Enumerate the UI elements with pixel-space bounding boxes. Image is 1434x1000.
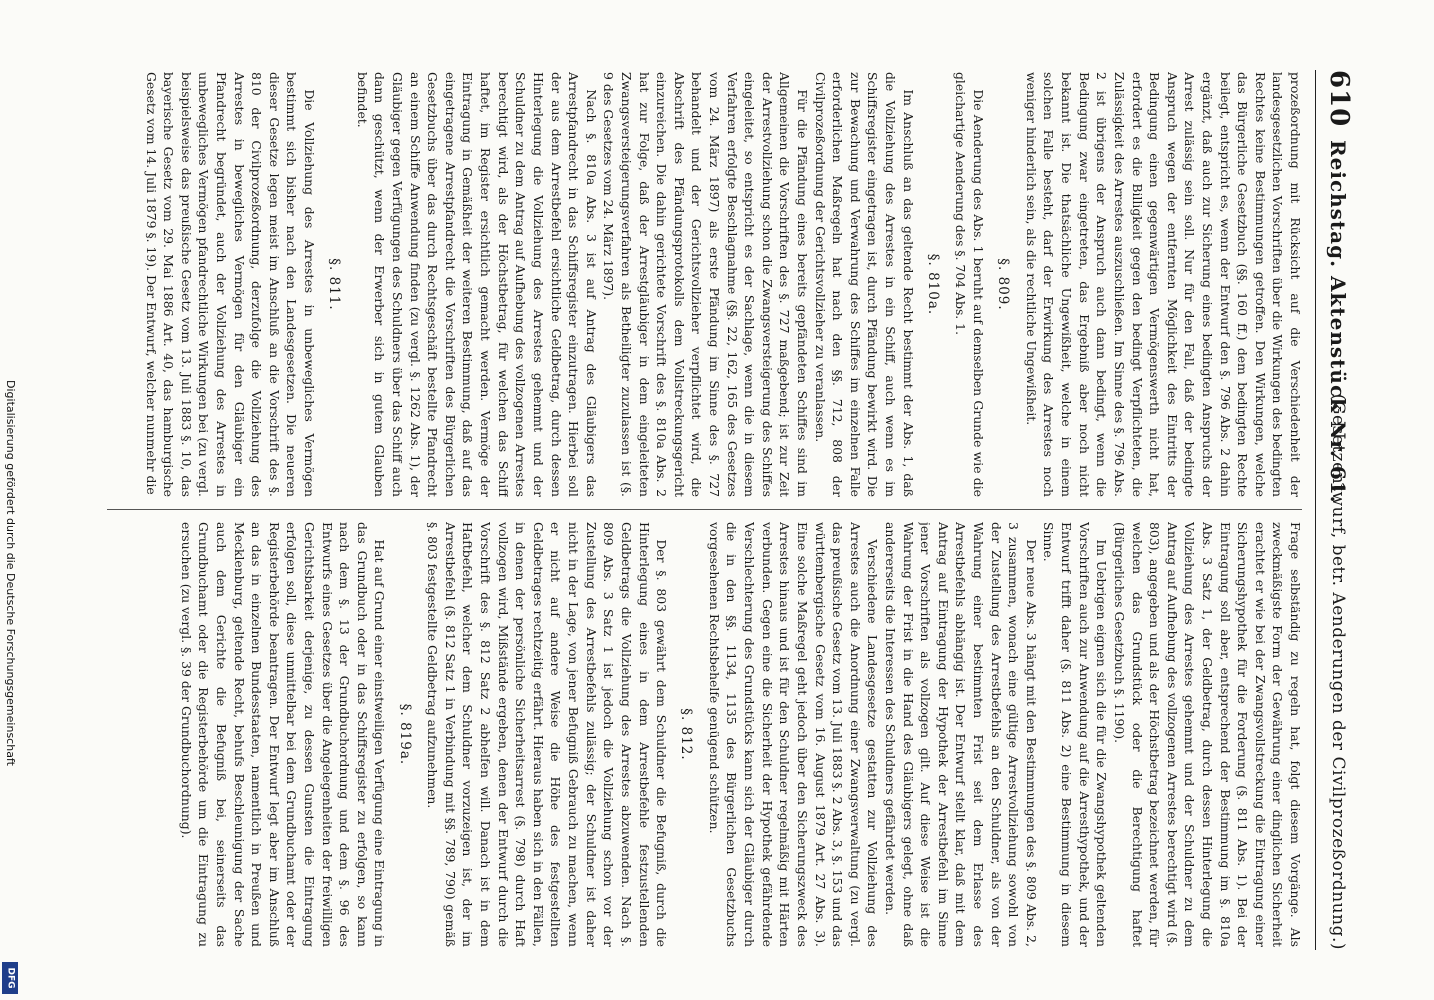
left-column [104, 72, 1304, 497]
paragraph: prozeßordnung mit Rücksicht auf die Verschiedenheit der landesgesetzlichen Vorschriften über die Wirkungen des bedingten Rechtes keine Bestimmungen getroffen. Den Wirkungen, welche das Bürgerliche Gesetzbuch (§§. 160 ff.) dem bedingten Rechte beilegt, entspricht es, wenn der Entwurf den §. 796 Abs. 2 dahin ergänzt, daß auch zur Sicherung eines bedingten Anspruchs der Arrest zulässig sein soll. Nur für den Fall, daß der bedingte Anspruch wegen der entfernten Möglichkeit des Eintritts der Bedingung einen gegenwärtigen Vermögenswerth nicht hat, erfordert es die Billigkeit gegen den bedingt Verpflichteten, die Zulässigkeit des Arrestes auszuschließen. Im Sinne des §. 796 Abs. 2 ist übrigens der Anspruch auch dann bedingt, wenn die Bedingung zwar eingetreten, das Ergebniß aber noch nicht bekannt ist. Die thatsächliche Ungewißheit, welche in einem solchen Falle besteht, darf der Erwirkung des Arrestes noch weniger hinderlich sein, als die rechtliche Ungewißheit. [1023, 72, 1303, 497]
page-number: 610 [1324, 70, 1354, 128]
section-heading: §. 809. [995, 258, 1012, 311]
paragraph: Verschiedene Landesgesetze gestatten zur Vollziehung des Arrestes auch die Anordnung einer Zwangsverwaltung (zu vergl. das preußische Gesetz vom 13. Juli 1883 §. 2 Abs. 3, §. 153 und das württembergische Gesetz vom 16. August 1879 Art. 27 Abs. 3). Eine solche Maßregel geht jedoch über den Sicherungszweck des Arrestes hinaus und ist für den Schuldner regelmäßig mit Härten verbunden. Gegen eine die Sicherheit der Hypothek gefährdende Verschlechterung des Grundstücks kann sich der Gläubiger durch die in den §§. 1134, 1135 des Bürgerlichen Gesetzbuchs vorgesehenen Rechtsbehelfe genügend schützen. [706, 522, 881, 947]
dfg-logo-text: DFG [5, 967, 16, 989]
paragraph: Im Anschluß an das geltende Recht bestimmt der Abs. 1, daß die Vollziehung des Arrestes in ein Schiff, auch wenn es im Schiffsregister eingetragen ist, durch Pfändung bewirkt wird. Die zur Bewachung und Verwahrung des Schiffes im einzelnen Falle erforderlichen Maßregeln hat nach den §§. 712, 808 der Civilprozeßordnung der Gerichtsvollzieher zu veranlassen. [812, 72, 916, 497]
section-heading: §. 819a. [396, 703, 413, 766]
digitization-credit [1, 380, 21, 1000]
column-divider [107, 509, 1302, 510]
paragraph: Die Aenderung des Abs. 1 beruht auf demselben Grunde wie die gleichartige Aenderung des §. 704 Abs. 1. [953, 72, 987, 497]
dfg-logo [2, 962, 18, 994]
section-heading: §. 812. [678, 708, 695, 761]
section-heading: §. 810a. [924, 253, 941, 316]
running-head: Reichstag. Aktenstück Nr. 61. [1326, 140, 1350, 504]
page-header [1315, 70, 1356, 950]
running-subtitle: (Gesetzentwurf, betr. Aenderungen der Civilprozeßordnung.) [1328, 393, 1348, 950]
section-heading: §. 811. [326, 258, 343, 311]
right-column [104, 522, 1304, 947]
paragraph: Der §. 803 gewährt dem Schuldner die Befugniß, durch die Hinterlegung eines in dem Arrestbefehle festzustellenden Geldbetrags die Vollziehung des Arrestes abzuwenden. Nach §. 809 Abs. 3 Satz 1 ist jedoch die Vollziehung schon vor der Zustellung des Arrestbefehls zulässig; der Schuldner ist daher nicht in der Lage, von jener Befugniß Gebrauch zu machen, wenn er nicht auf andere Weise die Höhe des festgestellten Geldbetrages rechtzeitig erfährt. Hieraus haben sich in den Fällen, in denen der persönliche Sicherheitsarrest (§. 798) durch Haft vollzogen wird, Mißstände ergeben, denen der Entwurf durch die Vorschrift des §. 812 Satz 2 abhelfen will. Danach ist in dem Haftbefehl, welcher dem Schuldner vorzuzeigen ist, der im Arrestbefehl (§. 812 Satz 1 in Verbindung mit §§. 789, 790) gemäß §. 803 festgestellte Geldbetrag aufzunehmen. [425, 522, 670, 947]
paragraph: Frage selbständig zu regeln hat, folgt diesem Vorgänge. Als zweckmäßigste Form der Gewährung einer dinglichen Sicherheit erachtet er wie bei der Zwangsvollstreckung die Eintragung einer Sicherungshypothek für die Forderung (§. 811 Abs. 1). Bei der Eintragung soll aber, entsprechend der Bestimmung im §. 810a Abs. 3 Satz 1, der Geldbetrag, durch dessen Hinterlegung die Vollziehung des Arrestes gehemmt und der Schuldner zu dem Antrag auf Aufhebung des vollzogenen Arrestes berechtigt wird (§. 803), angegeben und als der Höchstbetrag bezeichnet werden, für welchen das Grundstück oder die Berechtigung haftet (Bürgerliches Gesetzbuch §. 1190). [1111, 522, 1303, 947]
paragraph: Nach §. 810a Abs. 3 ist auf Antrag des Gläubigers das Arrestpfandrecht in das Schiffsregister einzutragen. Hierbei soll der aus dem Arrestbefehl ersichtliche Geldbetrag, durch dessen Hinterlegung die Vollziehung des Arrestes gehemmt und der Schuldner zu dem Antrag auf Aufhebung des vollzogenen Arrestes berechtigt wird, als der Höchstbetrag, für welchen das Schiff haftet, im Register ersichtlich gemacht werden. Vermöge der Eintragung in Gemäßheit der weiteren Bestimmung, daß auf das eingetragene Arrestpfandrecht die Vorschriften des Bürgerlichen Gesetzbuchs über das durch Rechtsgeschäft bestellte Pfandrecht an einem Schiffe Anwendung finden (zu vergl. §. 1262 Abs. 1), der Gläubiger gegen Verfügungen des Schuldners über das Schiff auch dann geschützt, wenn der Erwerber sich in gutem Glauben befindet. [354, 72, 599, 497]
paragraph: Der neue Abs. 3 hängt mit den Bestimmungen des §. 809 Abs. 2, 3 zusammen, wonach eine gültige Arrestvollziehung sowohl von der Zustellung des Arrestbefehls an den Schuldner, als von der Wahrung einer bestimmten Frist seit dem Erlasse des Arrestbefehls abhängig ist. Der Entwurf stellt klar, daß mit dem Antrag auf Eintragung der Hypothek der Arrestbefehl im Sinne jener Vorschriften als vollzogen gilt. Auf diese Weise ist die Wahrung der Frist in die Hand des Gläubigers gelegt, ohne daß andererseits die Interessen des Schuldners gefährdet werden. [882, 522, 1039, 947]
paragraph: Im Uebrigen eignen sich die für die Zwangshypothek geltenden Vorschriften auch zur Anwendung auf die Arresthypothek, und der Entwurf trifft daher (§. 811 Abs. 2) eine Bestimmung in diesem Sinne. [1041, 522, 1110, 947]
paragraph: Die Vollziehung des Arrestes in unbewegliches Vermögen bestimmt sich bisher nach den Landesgesetzen. Die neueren dieser Gesetze legen meist im Anschluß an die Vorschrift des §. 810 der Civilprozeßordnung, derzufolge die Vollziehung des Arrestes in bewegliches Vermögen für den Gläubiger ein Pfandrecht begründet, auch der Vollziehung des Arrestes in unbewegliches Vermögen pfandrechtliche Wirkungen bei (zu vergl. beispielsweise das preußische Gesetz vom 13. Juli 1883 §. 10, das bayerische Gesetz vom 29. Mai 1886 Art. 40, das hamburgische Gesetz vom 14. Juli 1879 §. 19). Der Entwurf, welcher nunmehr die [143, 72, 318, 497]
paragraph: Für die Pfändung eines bereits gepfändeten Schiffes sind im Allgemeinen die Vorschriften des §. 727 maßgebend; ist zur Zeit der Arrestvollziehung schon die Zwangsversteigerung des Schiffes eingeleitet, so entspricht es der Sachlage, wenn die in diesem Verfahren erfolgte Beschlagnahme (§§. 22, 162, 165 des Gesetzes vom 24. März 1897) als erste Pfändung im Sinne des §. 727 behandelt und der Gerichtsvollzieher verpflichtet wird, die Abschrift des Pfändungsprotokolls dem Vollstreckungsgericht einzureichen. Die dahin gerichtete Vorschrift des §. 810a Abs. 2 hat zur Folge, daß der Arrestgläubiger in dem eingeleiteten Zwangsversteigerungsverfahren als Betheiligter zuzulassen ist (§. 9 des Gesetzes vom 24. März 1897). [601, 72, 811, 497]
credit-text: Digitalisierung gefördert durch die Deutsche Forschungsgemeinschaft [4, 380, 17, 766]
paragraph: Hat auf Grund einer einstweiligen Verfügung eine Eintragung in das Grundbuch oder in das Schiffsregister zu erfolgen, so kann nach dem §. 13 der Grundbuchordnung und dem §. 96 des Entwurfs eines Gesetzes über die Angelegenheiten der freiwilligen Gerichtsbarkeit derjenige, zu dessen Gunsten die Eintragung erfolgen soll, diese unmittelbar bei dem Grundbuchamt oder der Registerbehörde beantragen. Der Entwurf legt aber im Anschluß an das in einzelnen Bundesstaaten, namentlich in Preußen und Mecklenburg, geltende Recht, behufs Beschleunigung der Sache auch dem Gerichte die Befugniß bei, seinerseits das Grundbuchamt oder die Registerbehörde um die Eintragung zu ersuchen (zu vergl. §. 39 der Grundbuchordnung). [178, 522, 388, 947]
